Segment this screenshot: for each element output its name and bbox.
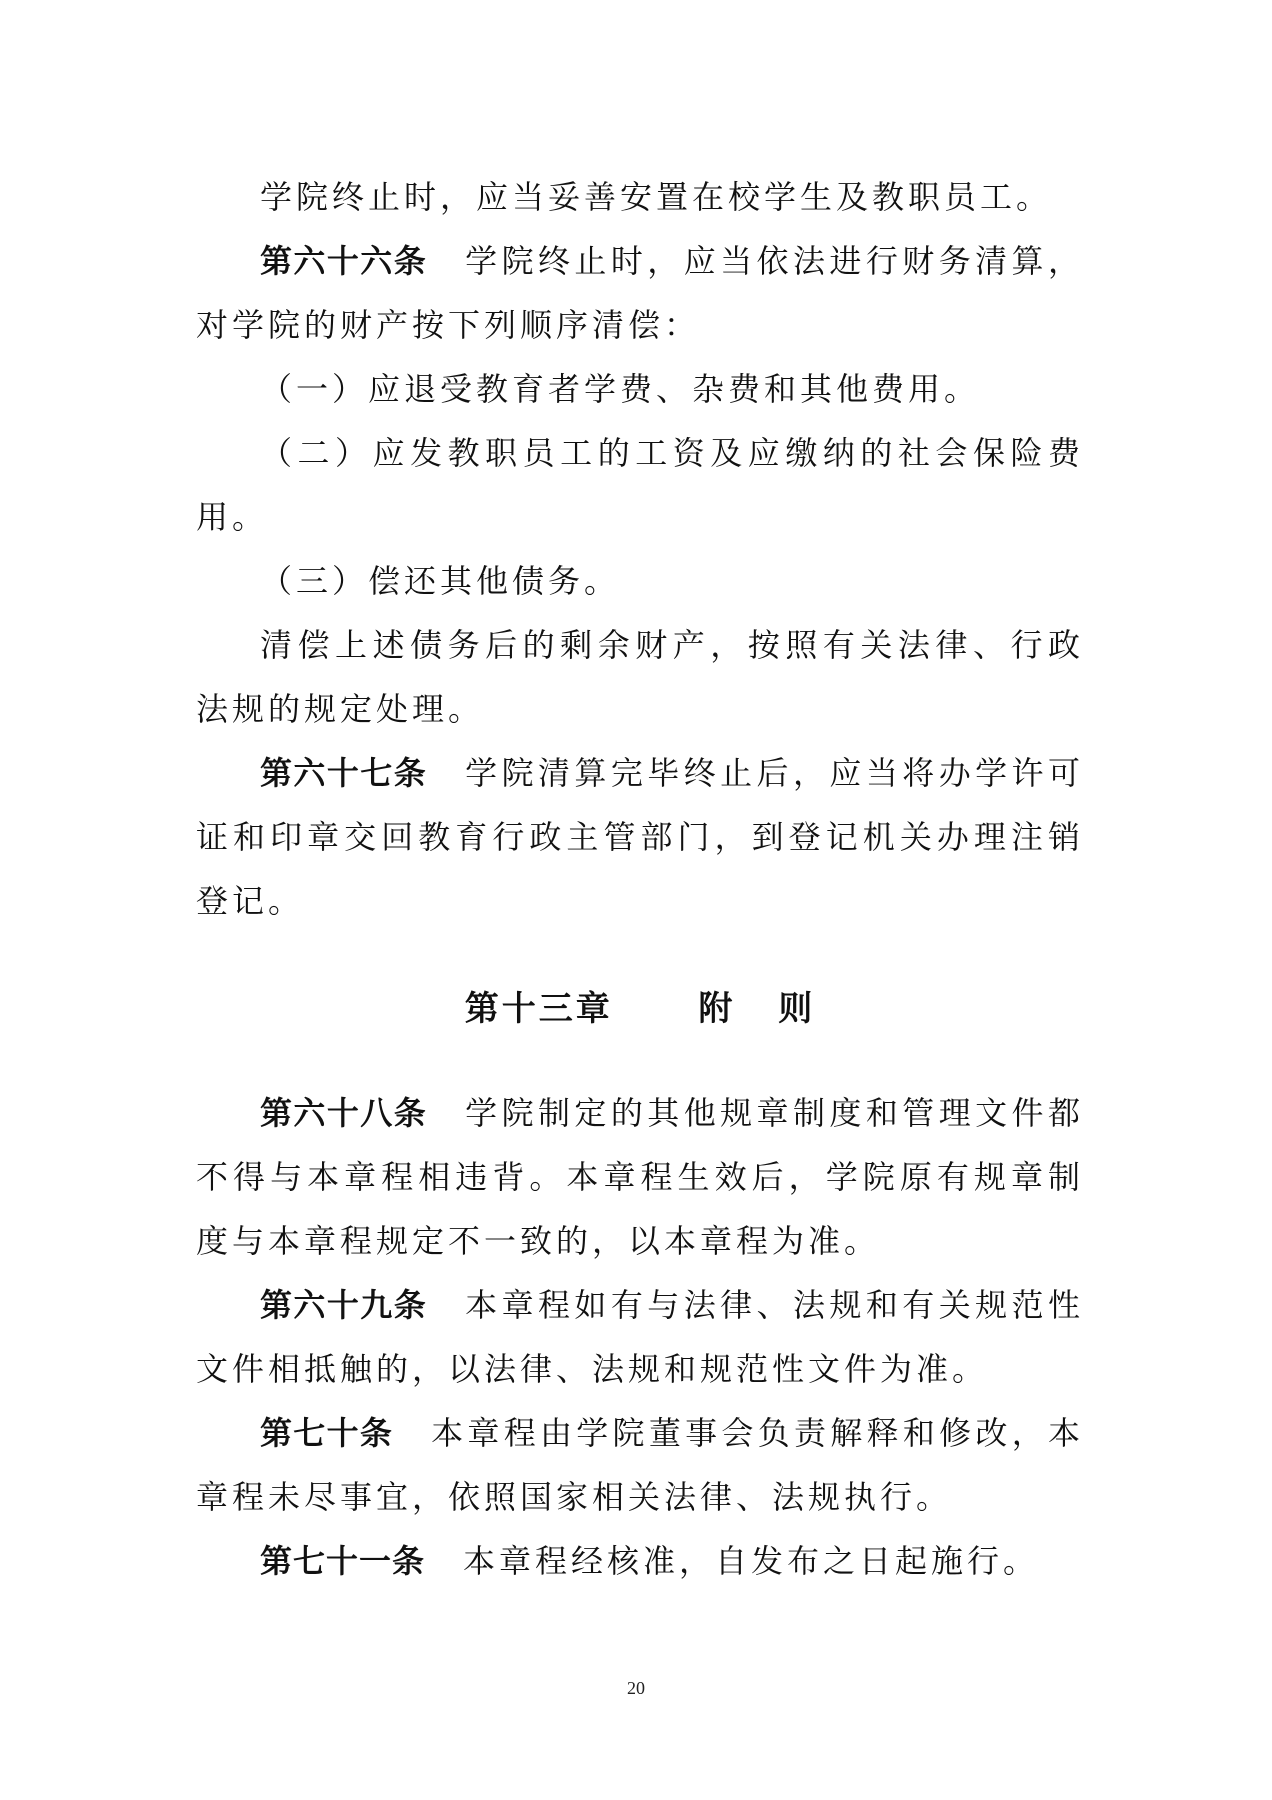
article-67	[196, 741, 1084, 933]
article-text: 本章程经核准，自发布之日起施行。	[463, 1542, 1040, 1580]
article-text: 学院清算完毕终止后，应当将办学许可证和印章交回教育行政主管部门，到登记机关办理注销登记。	[196, 754, 1084, 920]
page-number: 20	[627, 1678, 645, 1698]
article-68	[196, 1081, 1084, 1273]
paragraph-text: 学院终止时，应当妥善安置在校学生及教职员工。	[260, 178, 1053, 216]
article-label: 第六十六条	[260, 242, 428, 280]
article-text: 学院终止时，应当依法进行财务清算，对学院的财产按下列顺序清偿：	[196, 242, 1084, 344]
article-text: 本章程由学院董事会负责解释和修改，本章程未尽事宜，依照国家相关法律、法规执行。	[196, 1414, 1084, 1516]
article-70	[196, 1401, 1084, 1529]
article-label: 第七十一条	[260, 1542, 426, 1580]
article-71	[196, 1529, 1084, 1593]
article-label: 第七十条	[260, 1414, 394, 1452]
paragraph-remaining-assets	[196, 613, 1084, 741]
list-item-text: （三）偿还其他债务。	[260, 562, 621, 600]
list-item-3	[196, 549, 1084, 613]
paragraph-text: 清偿上述债务后的剩余财产，按照有关法律、行政法规的规定处理。	[196, 626, 1084, 728]
article-label: 第六十九条	[260, 1286, 428, 1324]
list-item-2	[196, 421, 1084, 549]
document-body	[196, 165, 1084, 1593]
article-66	[196, 229, 1084, 357]
article-text: 本章程如有与法律、法规和有关规范性文件相抵触的，以法律、法规和规范性文件为准。	[196, 1286, 1084, 1388]
paragraph-termination-staff	[196, 165, 1084, 229]
list-item-1	[196, 357, 1084, 421]
article-label: 第六十七条	[260, 754, 428, 792]
article-text: 学院制定的其他规章制度和管理文件都不得与本章程相违背。本章程生效后，学院原有规章制度与本章程规定不一致的，以本章程为准。	[196, 1094, 1084, 1260]
list-item-text: （二）应发教职员工的工资及应缴纳的社会保险费用。	[196, 434, 1084, 536]
chapter-title: 第十三章 附 则	[464, 989, 816, 1029]
article-label: 第六十八条	[260, 1094, 428, 1132]
list-item-text: （一）应退受教育者学费、杂费和其他费用。	[260, 370, 981, 408]
article-69	[196, 1273, 1084, 1401]
